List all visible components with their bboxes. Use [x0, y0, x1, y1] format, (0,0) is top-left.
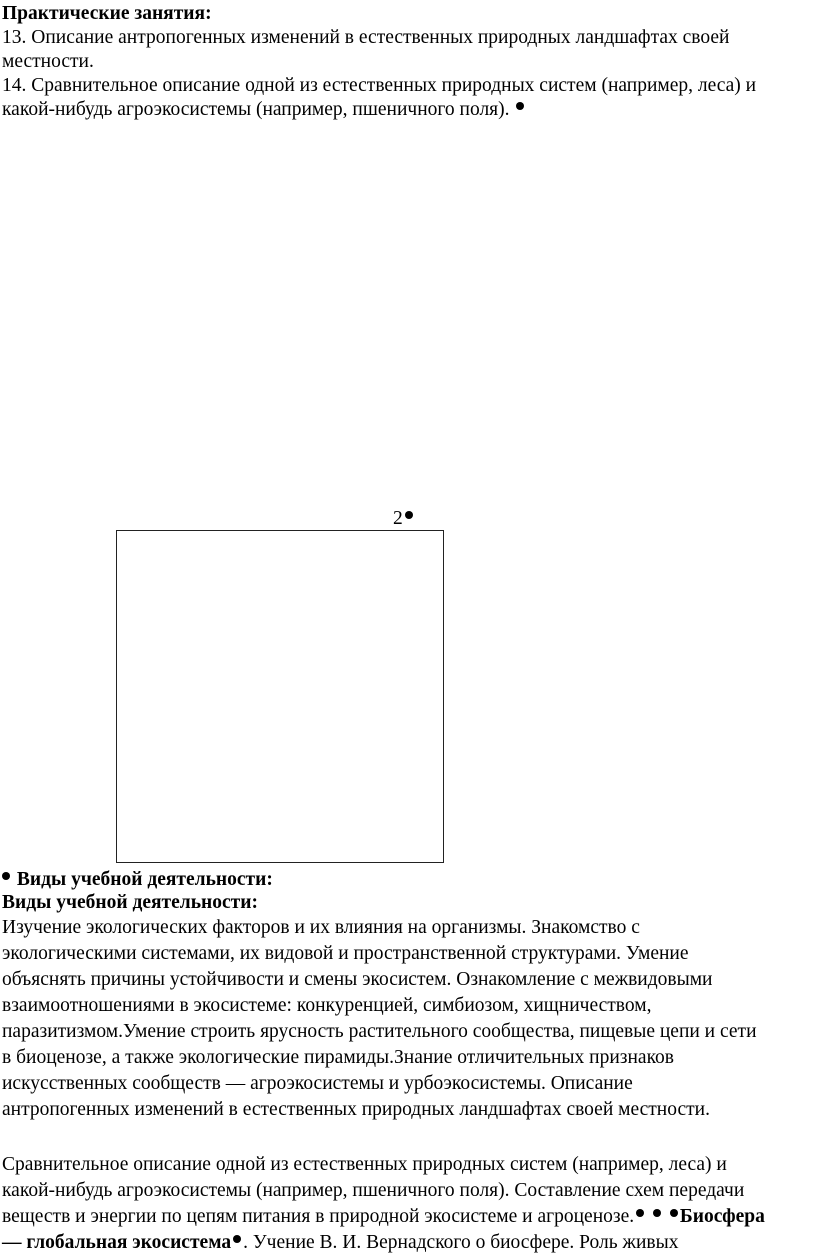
item-14-line-1: 14. Сравнительное описание одной из естественных природных систем (например, леса) и — [2, 75, 757, 96]
item-14-line-2-wrap — [2, 98, 526, 122]
para1-line: экологическими системами, их видовой и пространственной структурами. Умение — [2, 943, 689, 964]
bullet-icon — [670, 1209, 678, 1217]
para1-line: объяснять причины устойчивости и смены экосистем. Ознакомление с межвидовыми — [2, 969, 713, 990]
vernadsky-text: . Учение В. И. Вернадского о биосфере. Роль живых — [243, 1232, 679, 1253]
activities-heading-1-wrap — [2, 868, 273, 892]
item-14-line-2: какой-нибудь агроэкосистемы (например, пшеничного поля). — [2, 99, 510, 120]
bullet-icon — [636, 1209, 644, 1217]
para2-line: Сравнительное описание одной из естественных природных систем (например, леса) и — [2, 1154, 727, 1175]
para2-line: какой-нибудь агроэкосистемы (например, пшеничного поля). Составление схем передачи — [2, 1180, 745, 1201]
item-13-line-2: местности. — [2, 51, 94, 72]
para1-line: взаимоотношениями в экосистеме: конкуренцией, симбиозом, хищничеством, — [2, 995, 652, 1016]
para2-line: веществ и энергии по цепям питания в природной экосистеме и агроценозе. — [2, 1206, 635, 1227]
bullet-icon — [653, 1209, 661, 1217]
empty-image-frame — [116, 530, 444, 863]
page-number-marker — [393, 508, 415, 530]
biosphere-line-wrap — [2, 1230, 678, 1256]
para1-line: искусственных сообществ — агроэкосистемы и урбоэкосистемы. Описание — [2, 1073, 633, 1094]
para1-line: антропогенных изменений в естественных природных ландшафтах своей местности. — [2, 1099, 710, 1120]
bullet-icon — [2, 872, 10, 880]
biosphere-heading-part-1: Биосфера — [679, 1206, 765, 1227]
bullet-icon — [405, 511, 413, 519]
bullet-icon — [516, 102, 524, 110]
biosphere-heading-part-2: — глобальная экосистема — [2, 1232, 232, 1253]
item-13-line-1: 13. Описание антропогенных изменений в естественных природных ландшафтах своей — [2, 27, 730, 48]
para1-line: в биоценозе, а также экологические пирамиды.Знание отличительных признаков — [2, 1047, 675, 1068]
practical-title: Практические занятия: — [2, 3, 212, 24]
para1-line: паразитизмом.Умение строить ярусность растительного сообщества, пищевые цепи и сети — [2, 1021, 757, 1042]
bullet-icon — [233, 1235, 241, 1243]
para1-line: Изучение экологических факторов и их влияния на организмы. Знакомство с — [2, 917, 640, 938]
page-number: 2 — [393, 508, 403, 529]
para2-line-3-wrap — [2, 1204, 765, 1230]
activities-heading-1: Виды учебной деятельности: — [16, 869, 273, 890]
activities-heading-2: Виды учебной деятельности: — [2, 892, 258, 913]
